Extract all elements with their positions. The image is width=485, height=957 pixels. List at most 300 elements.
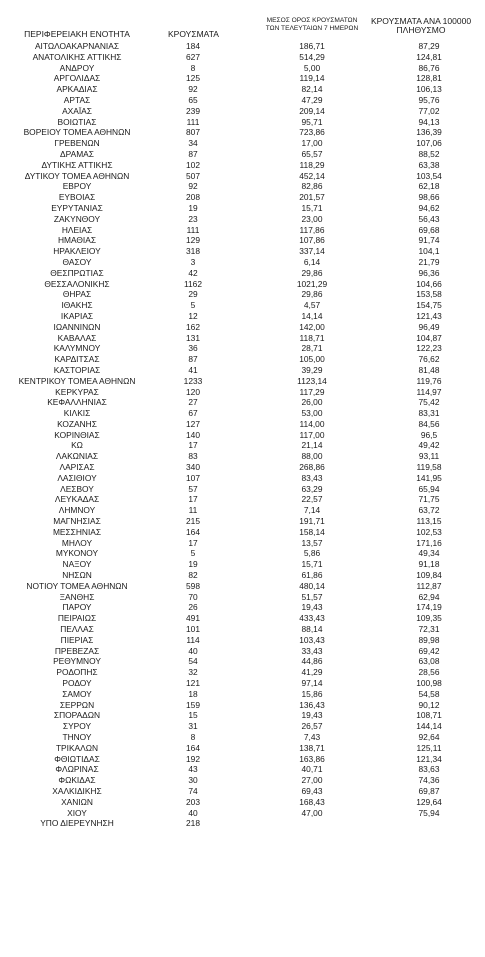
table-row [6, 473, 484, 484]
area-cell: ΡΟΔΟΥ [62, 678, 92, 689]
area-cell: ΙΩΑΝΝΙΝΩΝ [53, 321, 101, 332]
cases-cell: 131 [186, 332, 200, 343]
cases-cell: 127 [186, 418, 200, 429]
cases-cell: 164 [186, 742, 200, 753]
cases-cell: 1233 [183, 375, 203, 386]
per-100000-cell: 89,98 [418, 634, 440, 645]
avg-cell: 21,14 [301, 440, 323, 451]
cases-cell: 340 [186, 462, 200, 473]
area-cell: ΚΙΛΚΙΣ [63, 408, 91, 419]
area-cell: ΧΑΛΚΙΔΙΚΗΣ [52, 785, 102, 796]
cases-cell: 1162 [183, 278, 202, 289]
table-row [6, 700, 484, 711]
per-100000-cell: 87,29 [418, 41, 440, 51]
per-100000-cell: 108,71 [416, 710, 442, 721]
cases-cell: 29 [188, 289, 198, 300]
cases-cell: 129 [186, 235, 200, 246]
table-row [6, 63, 484, 74]
table-row [6, 635, 484, 646]
table-row [6, 484, 484, 495]
per-100000-cell: 171,16 [416, 537, 442, 548]
per-100000-cell: 75,42 [418, 397, 440, 408]
area-cell: ΘΑΣΟΥ [62, 256, 92, 267]
area-cell: ΛΑΣΙΘΙΟΥ [57, 472, 97, 483]
area-cell: ΑΙΤΩΛΟΑΚΑΡΝΑΝΙΑΣ [34, 41, 120, 51]
area-cell: ΑΝΔΡΟΥ [59, 62, 95, 73]
cases-cell: 8 [190, 62, 196, 73]
table-row [6, 300, 484, 311]
table-row [6, 106, 484, 117]
avg-cell: 29,86 [301, 267, 323, 278]
cases-cell: 17 [188, 440, 198, 451]
cases-cell: 120 [186, 386, 200, 397]
avg-cell: 7,43 [303, 732, 321, 742]
area-cell: ΑΧΑΪΑΣ [62, 105, 92, 116]
per-100000-cell [374, 818, 484, 829]
table-row [6, 52, 484, 63]
area-cell: ΚΕΡΚΥΡΑΣ [55, 386, 99, 397]
avg-cell: 40,71 [301, 764, 323, 775]
cases-cell: 215 [186, 516, 200, 527]
avg-cell: 5,86 [303, 548, 321, 559]
cases-cell: 239 [186, 105, 200, 116]
cases-cell: 5 [190, 548, 196, 559]
per-100000-cell: 129,64 [416, 796, 442, 807]
cases-cell: 114 [186, 634, 200, 645]
area-cell: ΑΝΑΤΟΛΙΚΗΣ ΑΤΤΙΚΗΣ [32, 51, 122, 62]
cases-table [6, 41, 484, 829]
area-cell: ΒΟΡΕΙΟΥ ΤΟΜΕΑ ΑΘΗΝΩΝ [23, 127, 131, 138]
avg-cell: 95,71 [301, 116, 323, 127]
cases-cell: 36 [188, 343, 198, 354]
area-cell: ΣΑΜΟΥ [62, 688, 92, 699]
table-row [6, 678, 484, 689]
per-100000-cell: 77,02 [418, 105, 440, 116]
avg-cell: 158,14 [299, 526, 325, 537]
cases-cell: 92 [188, 84, 198, 95]
avg-cell: 19,43 [301, 602, 323, 613]
avg-cell: 480,14 [299, 580, 325, 591]
cases-cell: 102 [186, 159, 200, 170]
avg-cell: 22,57 [301, 494, 323, 505]
area-cell: ΜΑΓΝΗΣΙΑΣ [53, 516, 101, 527]
per-100000-cell: 93,11 [418, 451, 440, 462]
area-cell: ΘΗΡΑΣ [62, 289, 92, 300]
area-cell: ΛΗΜΝΟΥ [58, 505, 96, 516]
table-row [6, 732, 484, 743]
area-cell: ΓΡΕΒΕΝΩΝ [54, 138, 100, 149]
area-cell: ΑΡΚΑΔΙΑΣ [56, 84, 98, 95]
table-row [6, 656, 484, 667]
avg-cell: 452,14 [299, 170, 325, 181]
avg-cell: 7,14 [303, 505, 321, 516]
per-100000-cell: 71,75 [418, 494, 440, 505]
avg-cell: 63,29 [301, 483, 323, 494]
table-row [6, 160, 484, 171]
area-cell: ΗΜΑΘΙΑΣ [57, 235, 97, 246]
cases-cell: 3 [190, 256, 196, 267]
table-row [6, 149, 484, 160]
area-cell: ΗΛΕΙΑΣ [61, 224, 93, 235]
column-header-area: ΠΕΡΙΦΕΡΕΙΑΚΗ ΕΝΟΤΗΤΑ [24, 29, 130, 39]
avg-cell: 117,86 [299, 224, 325, 235]
avg-cell: 51,57 [301, 591, 323, 602]
table-row [6, 462, 484, 473]
per-100000-cell: 106,13 [416, 84, 442, 95]
per-100000-cell: 112,87 [416, 580, 442, 591]
cases-cell: 42 [188, 267, 198, 278]
avg-cell: 15,71 [301, 202, 323, 213]
per-100000-cell: 104,1 [418, 246, 440, 257]
area-cell: ΕΥΒΟΙΑΣ [58, 192, 96, 203]
per-100000-cell: 98,66 [418, 192, 440, 203]
avg-cell: 47,29 [301, 94, 323, 105]
avg-cell: 723,86 [299, 127, 325, 138]
per-100000-cell: 65,94 [418, 483, 440, 494]
table-row [6, 73, 484, 84]
area-cell: ΣΠΟΡΑΔΩΝ [53, 710, 101, 721]
cases-cell: 40 [188, 645, 198, 656]
table-row [6, 354, 484, 365]
cases-cell: 82 [188, 570, 198, 581]
avg-cell: 26,57 [301, 721, 323, 732]
table-row [6, 775, 484, 786]
per-100000-cell: 125,11 [416, 742, 442, 753]
area-cell: ΒΟΙΩΤΙΑΣ [57, 116, 97, 127]
cases-cell: 67 [188, 408, 198, 419]
per-100000-cell: 136,39 [416, 127, 442, 138]
per-100000-cell: 56,43 [418, 213, 440, 224]
cases-cell: 40 [188, 807, 198, 818]
area-cell: ΧΑΝΙΩΝ [61, 796, 93, 807]
table-row [6, 246, 484, 257]
cases-cell: 34 [188, 138, 198, 149]
area-cell: ΜΗΛΟΥ [61, 537, 93, 548]
per-100000-cell: 86,76 [418, 62, 440, 73]
avg-cell: 168,43 [299, 796, 325, 807]
per-100000-cell: 154,75 [416, 300, 442, 311]
area-cell: ΖΑΚΥΝΘΟΥ [53, 213, 101, 224]
table-row [6, 667, 484, 678]
table-row [6, 322, 484, 333]
cases-cell: 208 [186, 192, 200, 203]
per-100000-cell: 124,81 [416, 51, 442, 62]
area-cell: ΙΘΑΚΗΣ [61, 300, 93, 311]
table-row [6, 786, 484, 797]
table-row [6, 764, 484, 775]
avg-cell: 53,00 [301, 408, 323, 419]
table-row [6, 387, 484, 398]
per-100000-cell: 69,68 [418, 224, 440, 235]
area-cell: ΑΡΤΑΣ [63, 94, 91, 105]
cases-cell: 17 [188, 494, 198, 505]
table-row [6, 214, 484, 225]
table-row [6, 225, 484, 236]
table-row [6, 440, 484, 451]
cases-cell: 87 [188, 354, 198, 365]
cases-cell: 32 [188, 667, 198, 678]
table-row [6, 279, 484, 290]
avg-cell: 29,86 [301, 289, 323, 300]
cases-cell: 87 [188, 148, 198, 159]
area-cell: ΦΘΙΩΤΙΔΑΣ [54, 753, 100, 764]
avg-cell: 83,43 [301, 472, 323, 483]
area-cell: ΚΟΡΙΝΘΙΑΣ [54, 429, 100, 440]
cases-cell: 159 [186, 699, 200, 710]
avg-cell: 163,86 [299, 753, 325, 764]
table-row [6, 818, 484, 829]
per-100000-cell: 54,58 [418, 688, 440, 699]
table-row [6, 41, 484, 52]
per-100000-cell: 90,12 [418, 699, 440, 710]
table-row [6, 808, 484, 819]
cases-cell: 31 [188, 721, 198, 732]
cases-cell: 15 [188, 710, 198, 721]
area-cell: ΞΑΝΘΗΣ [59, 591, 95, 602]
per-100000-cell: 103,54 [416, 170, 442, 181]
per-100000-cell: 121,34 [416, 753, 442, 764]
area-cell: ΛΑΡΙΣΑΣ [59, 462, 95, 473]
table-row [6, 343, 484, 354]
avg-cell: 268,86 [299, 462, 325, 473]
table-row [6, 268, 484, 279]
per-100000-cell: 122,23 [416, 343, 442, 354]
area-cell: ΝΟΤΙΟΥ ΤΟΜΕΑ ΑΘΗΝΩΝ [26, 580, 128, 591]
area-cell: ΙΚΑΡΙΑΣ [60, 310, 94, 321]
cases-cell: 318 [186, 246, 200, 257]
per-100000-cell: 72,31 [418, 624, 440, 635]
per-100000-cell: 88,52 [418, 148, 440, 159]
area-cell: ΥΠΟ ΔΙΕΡΕΥΝΗΣΗ [40, 818, 114, 829]
area-cell: ΚΑΛΥΜΝΟΥ [53, 343, 101, 354]
cases-cell: 26 [188, 602, 198, 613]
avg-cell: 1021,29 [296, 278, 328, 289]
area-cell: ΣΥΡΟΥ [62, 721, 92, 732]
cases-cell: 57 [188, 483, 198, 494]
area-cell: ΠΡΕΒΕΖΑΣ [54, 645, 100, 656]
table-row [6, 527, 484, 538]
avg-cell: 82,86 [301, 181, 323, 192]
per-100000-cell: 119,76 [416, 375, 442, 386]
per-100000-cell: 83,31 [418, 408, 440, 419]
per-100000-cell: 91,74 [418, 235, 440, 246]
avg-cell: 69,43 [301, 785, 323, 796]
avg-cell: 118,71 [299, 332, 325, 343]
cases-cell: 140 [186, 429, 200, 440]
cases-cell: 83 [188, 451, 198, 462]
table-row [6, 494, 484, 505]
cases-table-body [6, 41, 484, 829]
cases-cell: 107 [186, 472, 200, 483]
table-row [6, 797, 484, 808]
column-header-7day-average-line2: ΤΩΝ ΤΕΛΕΥΤΑΙΩΝ 7 ΗΜΕΡΩΝ [265, 25, 359, 32]
area-cell: ΤΗΝΟΥ [62, 732, 92, 742]
table-row [6, 538, 484, 549]
area-cell: ΤΡΙΚΑΛΩΝ [55, 742, 99, 753]
table-row [6, 84, 484, 95]
table-row [6, 559, 484, 570]
area-cell: ΠΑΡΟΥ [62, 602, 92, 613]
cases-cell: 8 [190, 732, 196, 742]
per-100000-cell: 144,14 [416, 721, 442, 732]
table-row [6, 505, 484, 516]
cases-cell: 203 [186, 796, 200, 807]
avg-cell: 514,29 [299, 51, 325, 62]
area-cell: ΛΕΣΒΟΥ [60, 483, 94, 494]
per-100000-cell: 83,63 [418, 764, 440, 775]
cases-cell: 19 [188, 559, 198, 570]
table-row [6, 430, 484, 441]
area-cell: ΔΡΑΜΑΣ [60, 148, 94, 159]
avg-cell: 6,14 [303, 256, 321, 267]
per-100000-cell: 141,95 [416, 472, 442, 483]
per-100000-cell: 74,36 [418, 775, 440, 786]
area-cell: ΜΕΣΣΗΝΙΑΣ [52, 526, 102, 537]
avg-cell: 142,00 [299, 321, 325, 332]
per-100000-cell: 113,15 [416, 516, 442, 527]
cases-cell: 111 [186, 116, 200, 127]
avg-cell: 65,57 [301, 148, 323, 159]
avg-cell: 39,29 [301, 364, 323, 375]
avg-cell: 44,86 [301, 656, 323, 667]
per-100000-cell: 28,56 [418, 667, 440, 678]
table-row [6, 451, 484, 462]
per-100000-cell: 104,66 [416, 278, 442, 289]
avg-cell: 17,00 [301, 138, 323, 149]
avg-cell: 15,71 [301, 559, 323, 570]
column-header-7day-average-line1: ΜΕΣΟΣ ΟΡΟΣ ΚΡΟΥΣΜΑΤΩΝ [266, 17, 358, 24]
table-row [6, 754, 484, 765]
table-row [6, 127, 484, 138]
table-row [6, 192, 484, 203]
area-cell: ΣΕΡΡΩΝ [59, 699, 95, 710]
avg-cell: 119,14 [299, 73, 325, 84]
area-cell: ΚΕΝΤΡΙΚΟΥ ΤΟΜΕΑ ΑΘΗΝΩΝ [18, 375, 136, 386]
table-row [6, 235, 484, 246]
per-100000-cell: 69,42 [418, 645, 440, 656]
avg-cell: 88,14 [301, 624, 323, 635]
area-cell: ΑΡΓΟΛΙΔΑΣ [53, 73, 101, 84]
column-header-7day-average [250, 17, 374, 33]
per-100000-cell: 76,62 [418, 354, 440, 365]
cases-cell: 5 [190, 300, 196, 311]
table-row [6, 570, 484, 581]
area-cell: ΠΙΕΡΙΑΣ [60, 634, 94, 645]
per-100000-cell: 63,08 [418, 656, 440, 667]
area-cell: ΚΑΡΔΙΤΣΑΣ [54, 354, 100, 365]
table-row [6, 95, 484, 106]
cases-cell: 11 [188, 505, 198, 516]
avg-cell: 117,29 [299, 386, 325, 397]
avg-cell: 15,86 [301, 688, 323, 699]
per-100000-cell: 119,58 [416, 462, 442, 473]
table-row [6, 419, 484, 430]
per-100000-cell: 62,18 [418, 181, 440, 192]
area-cell: ΚΑΒΑΛΑΣ [57, 332, 97, 343]
cases-cell: 74 [188, 785, 198, 796]
area-cell: ΛΕΥΚΑΔΑΣ [54, 494, 100, 505]
table-row [6, 311, 484, 322]
per-100000-cell: 92,64 [418, 732, 440, 742]
area-cell: ΘΕΣΣΑΛΟΝΙΚΗΣ [44, 278, 110, 289]
avg-cell: 13,57 [301, 537, 323, 548]
per-100000-cell: 69,87 [418, 785, 440, 796]
table-row [6, 592, 484, 603]
area-cell: ΗΡΑΚΛΕΙΟΥ [53, 246, 101, 257]
area-cell: ΦΛΩΡΙΝΑΣ [55, 764, 99, 775]
avg-cell: 19,43 [301, 710, 323, 721]
area-cell: ΚΑΣΤΟΡΙΑΣ [53, 364, 101, 375]
per-100000-cell: 81,48 [418, 364, 440, 375]
cases-cell: 807 [186, 127, 200, 138]
avg-cell: 191,71 [299, 516, 325, 527]
cases-cell: 184 [186, 41, 200, 51]
per-100000-cell: 102,53 [416, 526, 442, 537]
per-100000-cell: 114,97 [416, 386, 442, 397]
table-row [6, 646, 484, 657]
per-100000-cell: 21,79 [418, 256, 440, 267]
table-row [6, 171, 484, 182]
area-cell: ΚΟΖΑΝΗΣ [57, 418, 97, 429]
avg-cell: 138,71 [299, 742, 325, 753]
per-100000-cell: 96,36 [418, 267, 440, 278]
per-100000-cell: 95,76 [418, 94, 440, 105]
area-cell: ΠΕΛΛΑΣ [60, 624, 94, 635]
cases-cell: 43 [188, 764, 198, 775]
avg-cell: 118,29 [299, 159, 325, 170]
table-row [6, 613, 484, 624]
avg-cell: 117,00 [299, 429, 325, 440]
per-100000-cell: 153,58 [416, 289, 442, 300]
per-100000-cell: 96,5 [420, 429, 438, 440]
cases-cell: 70 [188, 591, 198, 602]
cases-cell: 12 [188, 310, 198, 321]
area-cell: ΚΩ [71, 440, 83, 451]
area-cell: ΜΥΚΟΝΟΥ [55, 548, 99, 559]
column-header-cases: ΚΡΟΥΣΜΑΤΑ [168, 29, 219, 39]
table-row [6, 581, 484, 592]
table-row [6, 602, 484, 613]
avg-cell: 23,00 [301, 213, 323, 224]
avg-cell [218, 818, 374, 829]
table-row [6, 743, 484, 754]
avg-cell: 1123,14 [297, 375, 327, 386]
per-100000-cell: 107,06 [416, 138, 442, 149]
cases-cell: 218 [186, 818, 200, 829]
avg-cell: 41,29 [301, 667, 323, 678]
area-cell: ΠΕΙΡΑΙΩΣ [57, 613, 97, 624]
cases-cell: 164 [186, 526, 200, 537]
per-100000-cell: 84,56 [418, 418, 440, 429]
per-100000-cell: 91,18 [418, 559, 440, 570]
avg-cell: 88,00 [301, 451, 323, 462]
column-header-per-100000 [366, 17, 476, 35]
area-cell: ΡΟΔΟΠΗΣ [56, 667, 98, 678]
avg-cell: 47,00 [301, 807, 323, 818]
table-row [6, 689, 484, 700]
avg-cell: 28,71 [301, 343, 323, 354]
per-100000-cell: 109,84 [416, 570, 442, 581]
per-100000-cell: 75,94 [418, 807, 440, 818]
area-cell: ΔΥΤΙΚΗΣ ΑΤΤΙΚΗΣ [41, 159, 113, 170]
cases-cell: 30 [188, 775, 198, 786]
table-row [6, 397, 484, 408]
avg-cell: 14,14 [301, 310, 323, 321]
per-100000-cell: 62,94 [418, 591, 440, 602]
per-100000-cell: 96,49 [418, 321, 440, 332]
column-header-per-100000-line2: ΠΛΗΘΥΣΜΟ [396, 25, 446, 35]
avg-cell: 209,14 [299, 105, 325, 116]
